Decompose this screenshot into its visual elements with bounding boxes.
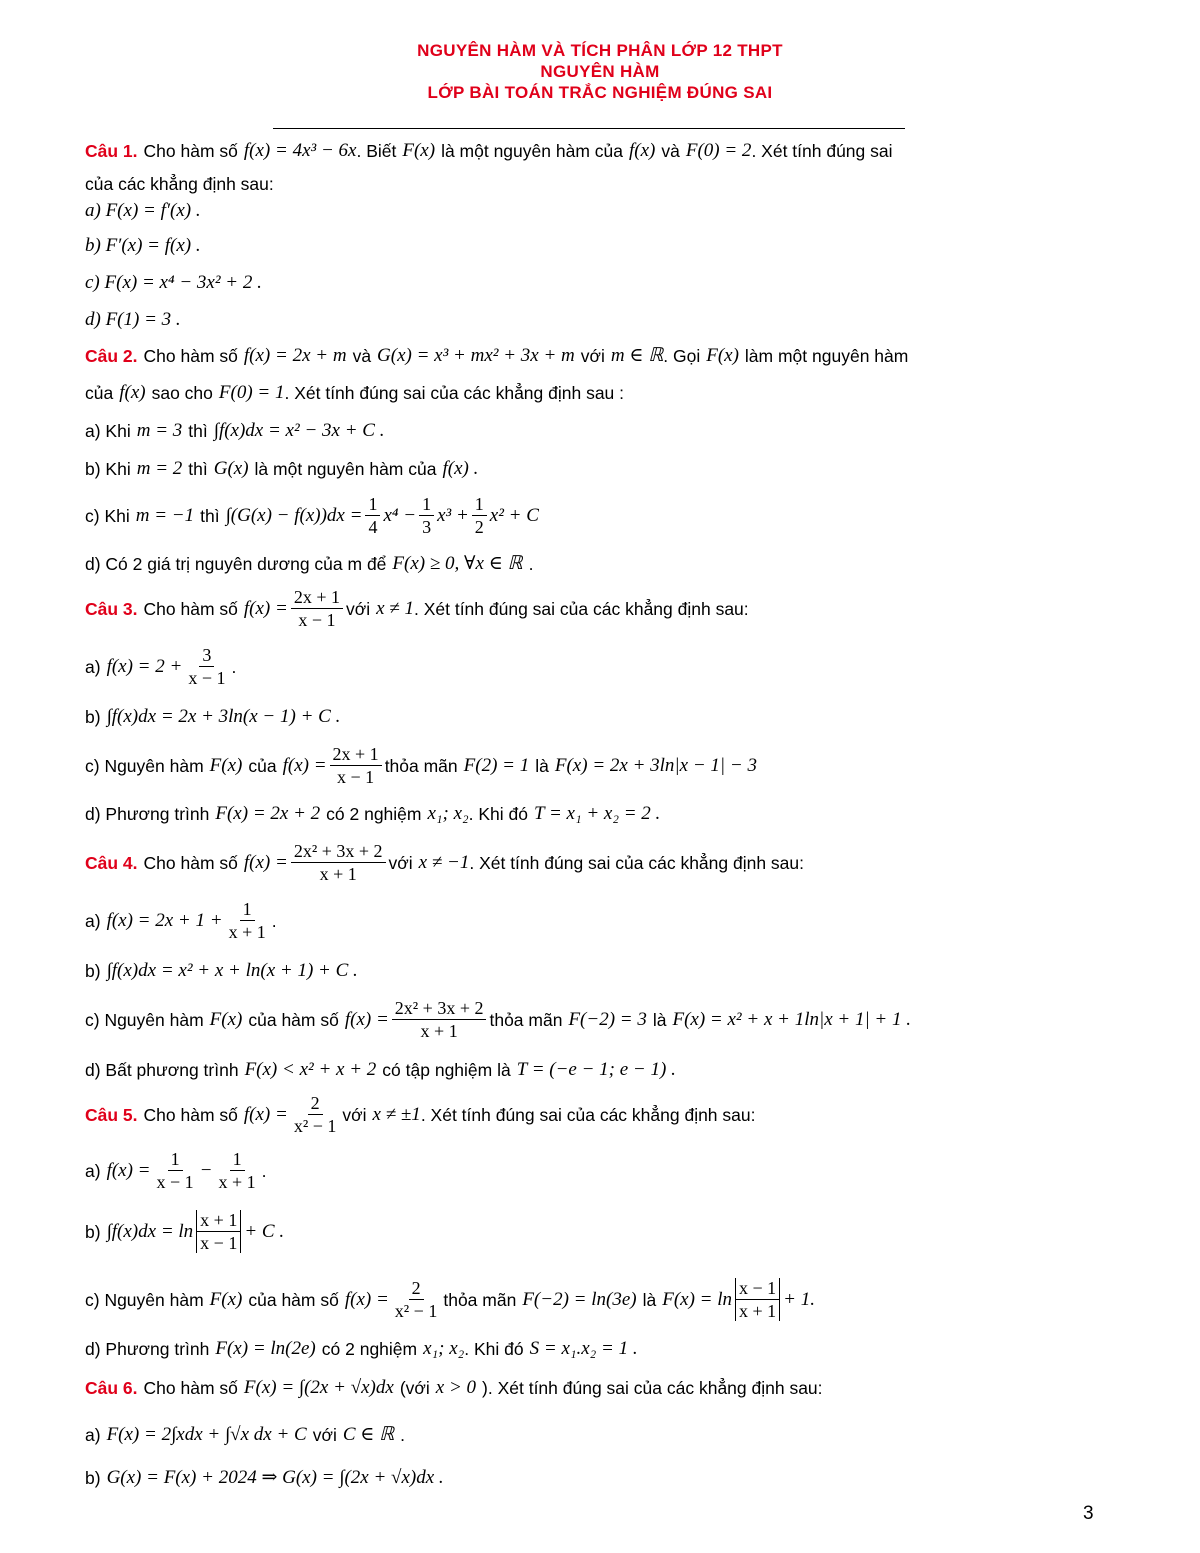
q6-option-a: a) F(x) = 2∫xdx + ∫√x dx + C với C ∈ ℝ . (85, 1424, 406, 1445)
q1-text: là một nguyên hàm của (441, 141, 623, 161)
fraction: $\frac{2x + 1}{x - 1}$ (291, 587, 343, 630)
fraction: $\frac{\text{2x² + 3x + 2}}{x + 1}$ (392, 998, 487, 1041)
q1-option-b: b) F′(x) = f(x) . (85, 235, 201, 256)
q5-option-b: b) ∫f(x)dx = ln $\frac{x + 1}{x - 1}$ + C . (85, 1210, 285, 1253)
q1-stem-line1 (85, 140, 893, 162)
q3-stem: Câu 3. Cho hàm số f(x) = $\frac{2x + 1}{x - 1}$ với x ≠ 1 . Xét tính đúng sai của các khẳng định sau: (85, 587, 749, 630)
fraction: $\frac{\text{2x² + 3x + 2}}{x + 1}$ (291, 841, 386, 884)
header-subtitle: NGUYÊN HÀM (540, 62, 660, 81)
fraction: $\frac{2}{\text{x² − 1}}$ (293, 1093, 337, 1136)
q1-math: f(x) = 4x³ − 6x (243, 140, 357, 161)
q5-stem: Câu 5. Cho hàm số f(x) = $\frac{2}{\text{x² − 1}}$ với x ≠ ±1 . Xét tính đúng sai của các khẳng định sau: (85, 1093, 756, 1136)
document-header (0, 40, 1200, 103)
fraction: $\frac{3}{x - 1}$ (188, 645, 226, 688)
q3-option-a: a) f(x) = 2 + $\frac{3}{x - 1}$ . (85, 645, 237, 688)
q4-label: Câu 4. (85, 852, 138, 873)
fraction: $\frac{1}{4}$ (365, 494, 380, 537)
q1-text: . Biết (356, 141, 397, 161)
header-section: LỚP BÀI TOÁN TRẮC NGHIỆM ĐÚNG SAI (427, 83, 773, 102)
q4-stem: Câu 4. Cho hàm số f(x) = $\frac{\text{2x² + 3x + 2}}{x + 1}$ với x ≠ −1 . Xét tính đúng sai của các khẳng định sau: (85, 841, 805, 884)
q1-text: và (661, 141, 680, 161)
q4-option-c: c) Nguyên hàm F(x) của hàm số f(x) = $\frac{\text{2x² + 3x + 2}}{x + 1}$ thỏa mãn F(−2) = 3 là F(x) = x² + x + 1ln|x + 1| + 1 . (85, 998, 912, 1041)
q1-stem-line2 (85, 173, 274, 195)
q2-stem-line2: của f(x) sao cho F(0) = 1 . Xét tính đúng sai của các khẳng định sau : (85, 382, 625, 403)
q5-label: Câu 5. (85, 1104, 138, 1125)
q6-label: Câu 6. (85, 1378, 138, 1398)
q4-option-b: b) ∫f(x)dx = x² + x + ln(x + 1) + C . (85, 960, 358, 981)
page-number: 3 (1083, 1503, 1094, 1524)
q4-option-d: d) Bất phương trình F(x) < x² + x + 2 có tập nghiệm là T = (−e − 1; e − 1) . (85, 1059, 676, 1080)
q2-option-c: c) Khi m = −1 thì ∫(G(x) − f(x))dx = $\frac{1}{4}$ x⁴ − $\frac{1}{3}$ x³ + $\frac{1}{2}$ x² + C (85, 494, 539, 537)
q3-option-c: c) Nguyên hàm F(x) của f(x) = $\frac{2x + 1}{x - 1}$ thỏa mãn F(2) = 1 là F(x) = 2x + 3ln|x − 1| − 3 (85, 744, 757, 787)
q1-text: Cho hàm số (143, 141, 238, 161)
fraction: $\frac{1}{x + 1}$ (218, 1149, 256, 1192)
q5-option-c: c) Nguyên hàm F(x) của hàm số f(x) = $\frac{2}{\text{x² − 1}}$ thỏa mãn F(−2) = ln(3e) là F(x) = ln $\frac{x - 1}{x + 1}$ + 1. (85, 1278, 815, 1321)
q6-option-b: b) G(x) = F(x) + 2024 ⇒ G(x) = ∫(2x + √x)dx . (85, 1467, 444, 1488)
q1-text: của các khẳng định sau: (85, 174, 274, 194)
q1-option-c: c) F(x) = x⁴ − 3x² + 2 . (85, 272, 262, 293)
q3-option-d: d) Phương trình F(x) = 2x + 2 có 2 nghiệm x₁; x₂ . Khi đó T = x₁ + x₂ = 2 . (85, 803, 661, 824)
fraction: $\frac{2x + 1}{x - 1}$ (330, 744, 382, 787)
q1-math: f(x) (628, 140, 656, 161)
q1-math: F(0) = 2 (685, 140, 752, 161)
q1-option-d: d) F(1) = 3 . (85, 309, 181, 330)
q2-option-d: d) Có 2 giá trị nguyên dương của m để F(x) ≥ 0, ∀x ∈ ℝ . (85, 553, 534, 574)
q2-option-a: a) Khi m = 3 thì ∫f(x)dx = x² − 3x + C . (85, 420, 385, 441)
fraction: $\frac{1}{2}$ (472, 494, 487, 537)
q5-option-d: d) Phương trình F(x) = ln(2e) có 2 nghiệm x₁; x₂ . Khi đó S = x₁.x₂ = 1 . (85, 1338, 638, 1359)
q2-label: Câu 2. (85, 346, 138, 366)
q6-stem: Câu 6. Cho hàm số F(x) = ∫(2x + √x)dx (với x > 0 ). Xét tính đúng sai của các khẳng định sau: (85, 1377, 823, 1398)
q4-option-a: a) f(x) = 2x + 1 + $\frac{1}{x + 1}$ . (85, 899, 277, 942)
fraction: $\frac{1}{x - 1}$ (156, 1149, 194, 1192)
q2-option-b: b) Khi m = 2 thì G(x) là một nguyên hàm của f(x) . (85, 458, 479, 479)
q1-math: F(x) (402, 140, 436, 161)
q1-label: Câu 1. (85, 141, 138, 161)
q2-stem-line1: Câu 2. Cho hàm số f(x) = 2x + m và G(x) = x³ + mx² + 3x + m với m ∈ ℝ . Gọi F(x) làm một nguyên hàm (85, 345, 909, 366)
fraction: $\frac{x - 1}{x + 1}$ (735, 1278, 780, 1321)
header-rule (273, 128, 905, 129)
fraction: $\frac{1}{x + 1}$ (228, 899, 266, 942)
q3-option-b: b) ∫f(x)dx = 2x + 3ln(x − 1) + C . (85, 706, 341, 727)
fraction: $\frac{1}{3}$ (419, 494, 434, 537)
header-title: NGUYÊN HÀM VÀ TÍCH PHÂN LỚP 12 THPT (417, 41, 783, 60)
fraction: $\frac{2}{\text{x² − 1}}$ (394, 1278, 438, 1321)
q3-label: Câu 3. (85, 598, 138, 619)
q5-option-a: a) f(x) = $\frac{1}{x - 1}$ − $\frac{1}{x + 1}$ . (85, 1149, 267, 1192)
fraction: $\frac{x + 1}{x - 1}$ (196, 1210, 241, 1253)
q1-text: . Xét tính đúng sai (751, 141, 893, 161)
q1-option-a: a) F(x) = f′(x) . (85, 200, 201, 221)
